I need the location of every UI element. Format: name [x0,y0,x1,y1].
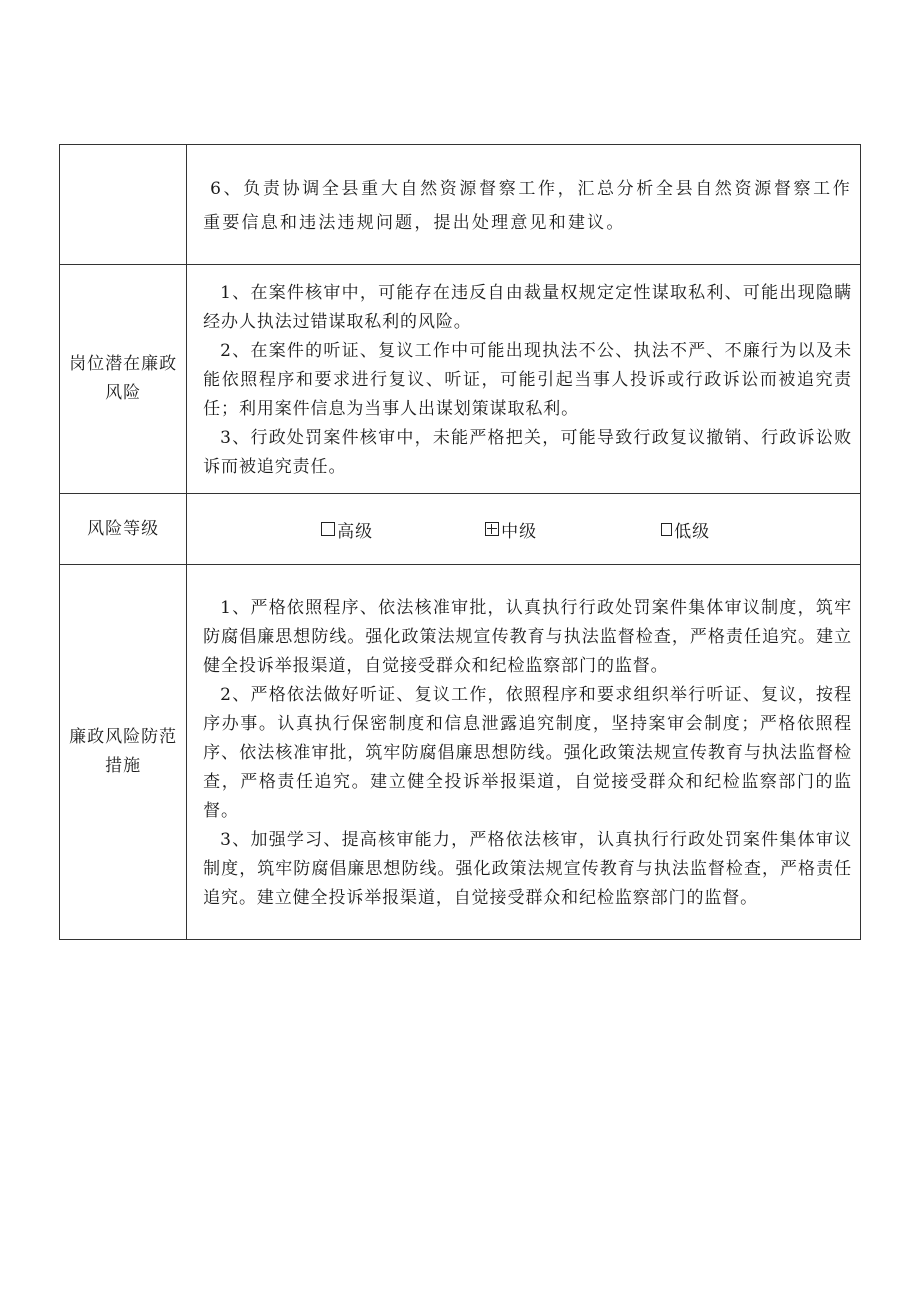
risk-paragraph-2: 2、在案件的听证、复议工作中可能出现执法不公、执法不严、不廉行为以及未能依照程序和要求进行复议、听证，可能引起当事人投诉或行政诉讼而被追究责任；利用案件信息为当事人出谋划策谋取私利。 [203,340,852,419]
risk-row [60,265,861,494]
checkbox-medium-checked[interactable] [485,522,499,536]
level-option-high-label: 高级 [337,521,374,542]
risk-paragraph-3: 3、行政处罚案件核审中，未能严格把关，可能导致行政复议撤销、行政诉讼败诉而被追究责任。 [203,427,852,477]
risk-table [59,144,861,940]
duty-label-cell [60,145,187,265]
measure-content-cell [187,565,861,940]
risk-content-cell [187,265,861,494]
duty-row [60,145,861,265]
risk-label-cell [60,265,187,494]
risk-label: 岗位潜在廉政风险 [69,354,178,403]
measure-row [60,565,861,940]
measure-paragraph-1: 1、严格依照程序、依法核准审批，认真执行行政处罚案件集体审议制度，筑牢防腐倡廉思想防线。强化政策法规宣传教育与执法监督检查，严格责任追究。建立健全投诉举报渠道，自觉接受群众和纪检监察部门的监督。 [203,597,852,676]
level-options [187,517,860,542]
measure-label: 廉政风险防范措施 [69,727,178,776]
risk-paragraph-1: 1、在案件核审中，可能存在违反自由裁量权规定定性谋取私利、可能出现隐瞒经办人执法过错谋取私利的风险。 [203,282,852,332]
level-options-cell [187,494,861,565]
duty-paragraph-6: 6、负责协调全县重大自然资源督察工作，汇总分析全县自然资源督察工作重要信息和违法违规问题，提出处理意见和建议。 [203,178,852,233]
level-option-low[interactable] [661,517,710,542]
measure-label-cell [60,565,187,940]
level-option-low-label: 低级 [674,521,711,542]
level-option-medium-label: 中级 [501,521,538,542]
level-option-medium[interactable] [485,517,537,542]
measure-paragraph-2: 2、严格依法做好听证、复议工作，依照程序和要求组织举行听证、复议，按程序办事。认真执行保密制度和信息泄露追究制度，坚持案审会制度；严格依照程序、依法核准审批，筑牢防腐倡廉思想防线。强化政策法规宣传教育与执法监督检查，严格责任追究。建立健全投诉举报渠道，自觉接受群众和纪检监察部门的监督。 [203,684,852,821]
checkbox-high[interactable] [321,522,335,536]
level-label-cell [60,494,187,565]
level-label: 风险等级 [87,518,160,539]
level-option-high[interactable] [321,517,373,542]
checkbox-low[interactable] [661,523,672,536]
measure-paragraph-3: 3、加强学习、提高核审能力，严格依法核审，认真执行行政处罚案件集体审议制度，筑牢防腐倡廉思想防线。强化政策法规宣传教育与执法监督检查，严格责任追究。建立健全投诉举报渠道，自觉接受群众和纪检监察部门的监督。 [203,829,852,908]
level-row [60,494,861,565]
duty-content-cell [187,145,861,265]
